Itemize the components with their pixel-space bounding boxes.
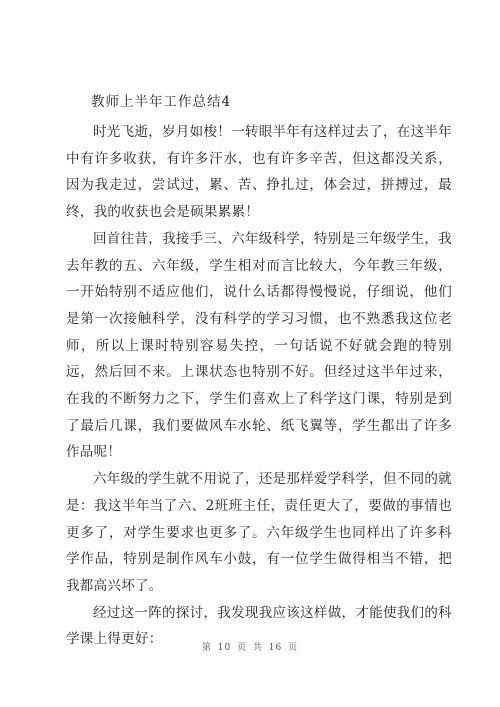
document-body xyxy=(66,119,452,653)
paragraph-2: 回首往昔，我接手三、六年级科学，特别是三年级学生，我去年教的五、六年级，学生相对而言比较大，今年教三年级，一开始特别不适应他们，说什么话都得慢慢说，仔细说，他们是第一次接触科学，没有科学的学习习惯，也不熟悉我这位老师，所以上课时特别容易失控，一句话说不好就会跑的特别远，然后回不来。上课状态也特别不好。但经过这半年过来，在我的不断努力之下，学生们喜欢上了科学这门课，特别是到了最后几课，我们要做风车水轮、纸飞翼等，学生都出了许多作品呢！ xyxy=(66,230,452,461)
paragraph-3: 六年级的学生就不用说了，还是那样爱学科学，但不同的就是：我这半年当了六、2班班主任，责任更大了，要做的事情也更多了，对学生要求也更多了。六年级学生也同样出了许多科学作品，特别是制作风车小鼓，有一位学生做得相当不错，把我都高兴坏了。 xyxy=(66,471,452,594)
paragraph-4: 经过这一阵的探讨，我发现我应该这样做，才能使我们的科学课上得更好： xyxy=(66,604,452,648)
document-title: 教师上半年工作总结4 xyxy=(91,94,232,110)
paragraph-1: 时光飞逝，岁月如梭！一转眼半年有这样过去了，在这半年中有许多收获，有许多汗水，也有许多辛苦，但这都没关系，因为我走过，尝试过，累、苦、挣扎过，体会过，拼搏过，最终，我的收获也会是硕果累累！ xyxy=(66,124,452,221)
page-number-footer: 第 10 页 共 16 页 xyxy=(201,643,299,653)
